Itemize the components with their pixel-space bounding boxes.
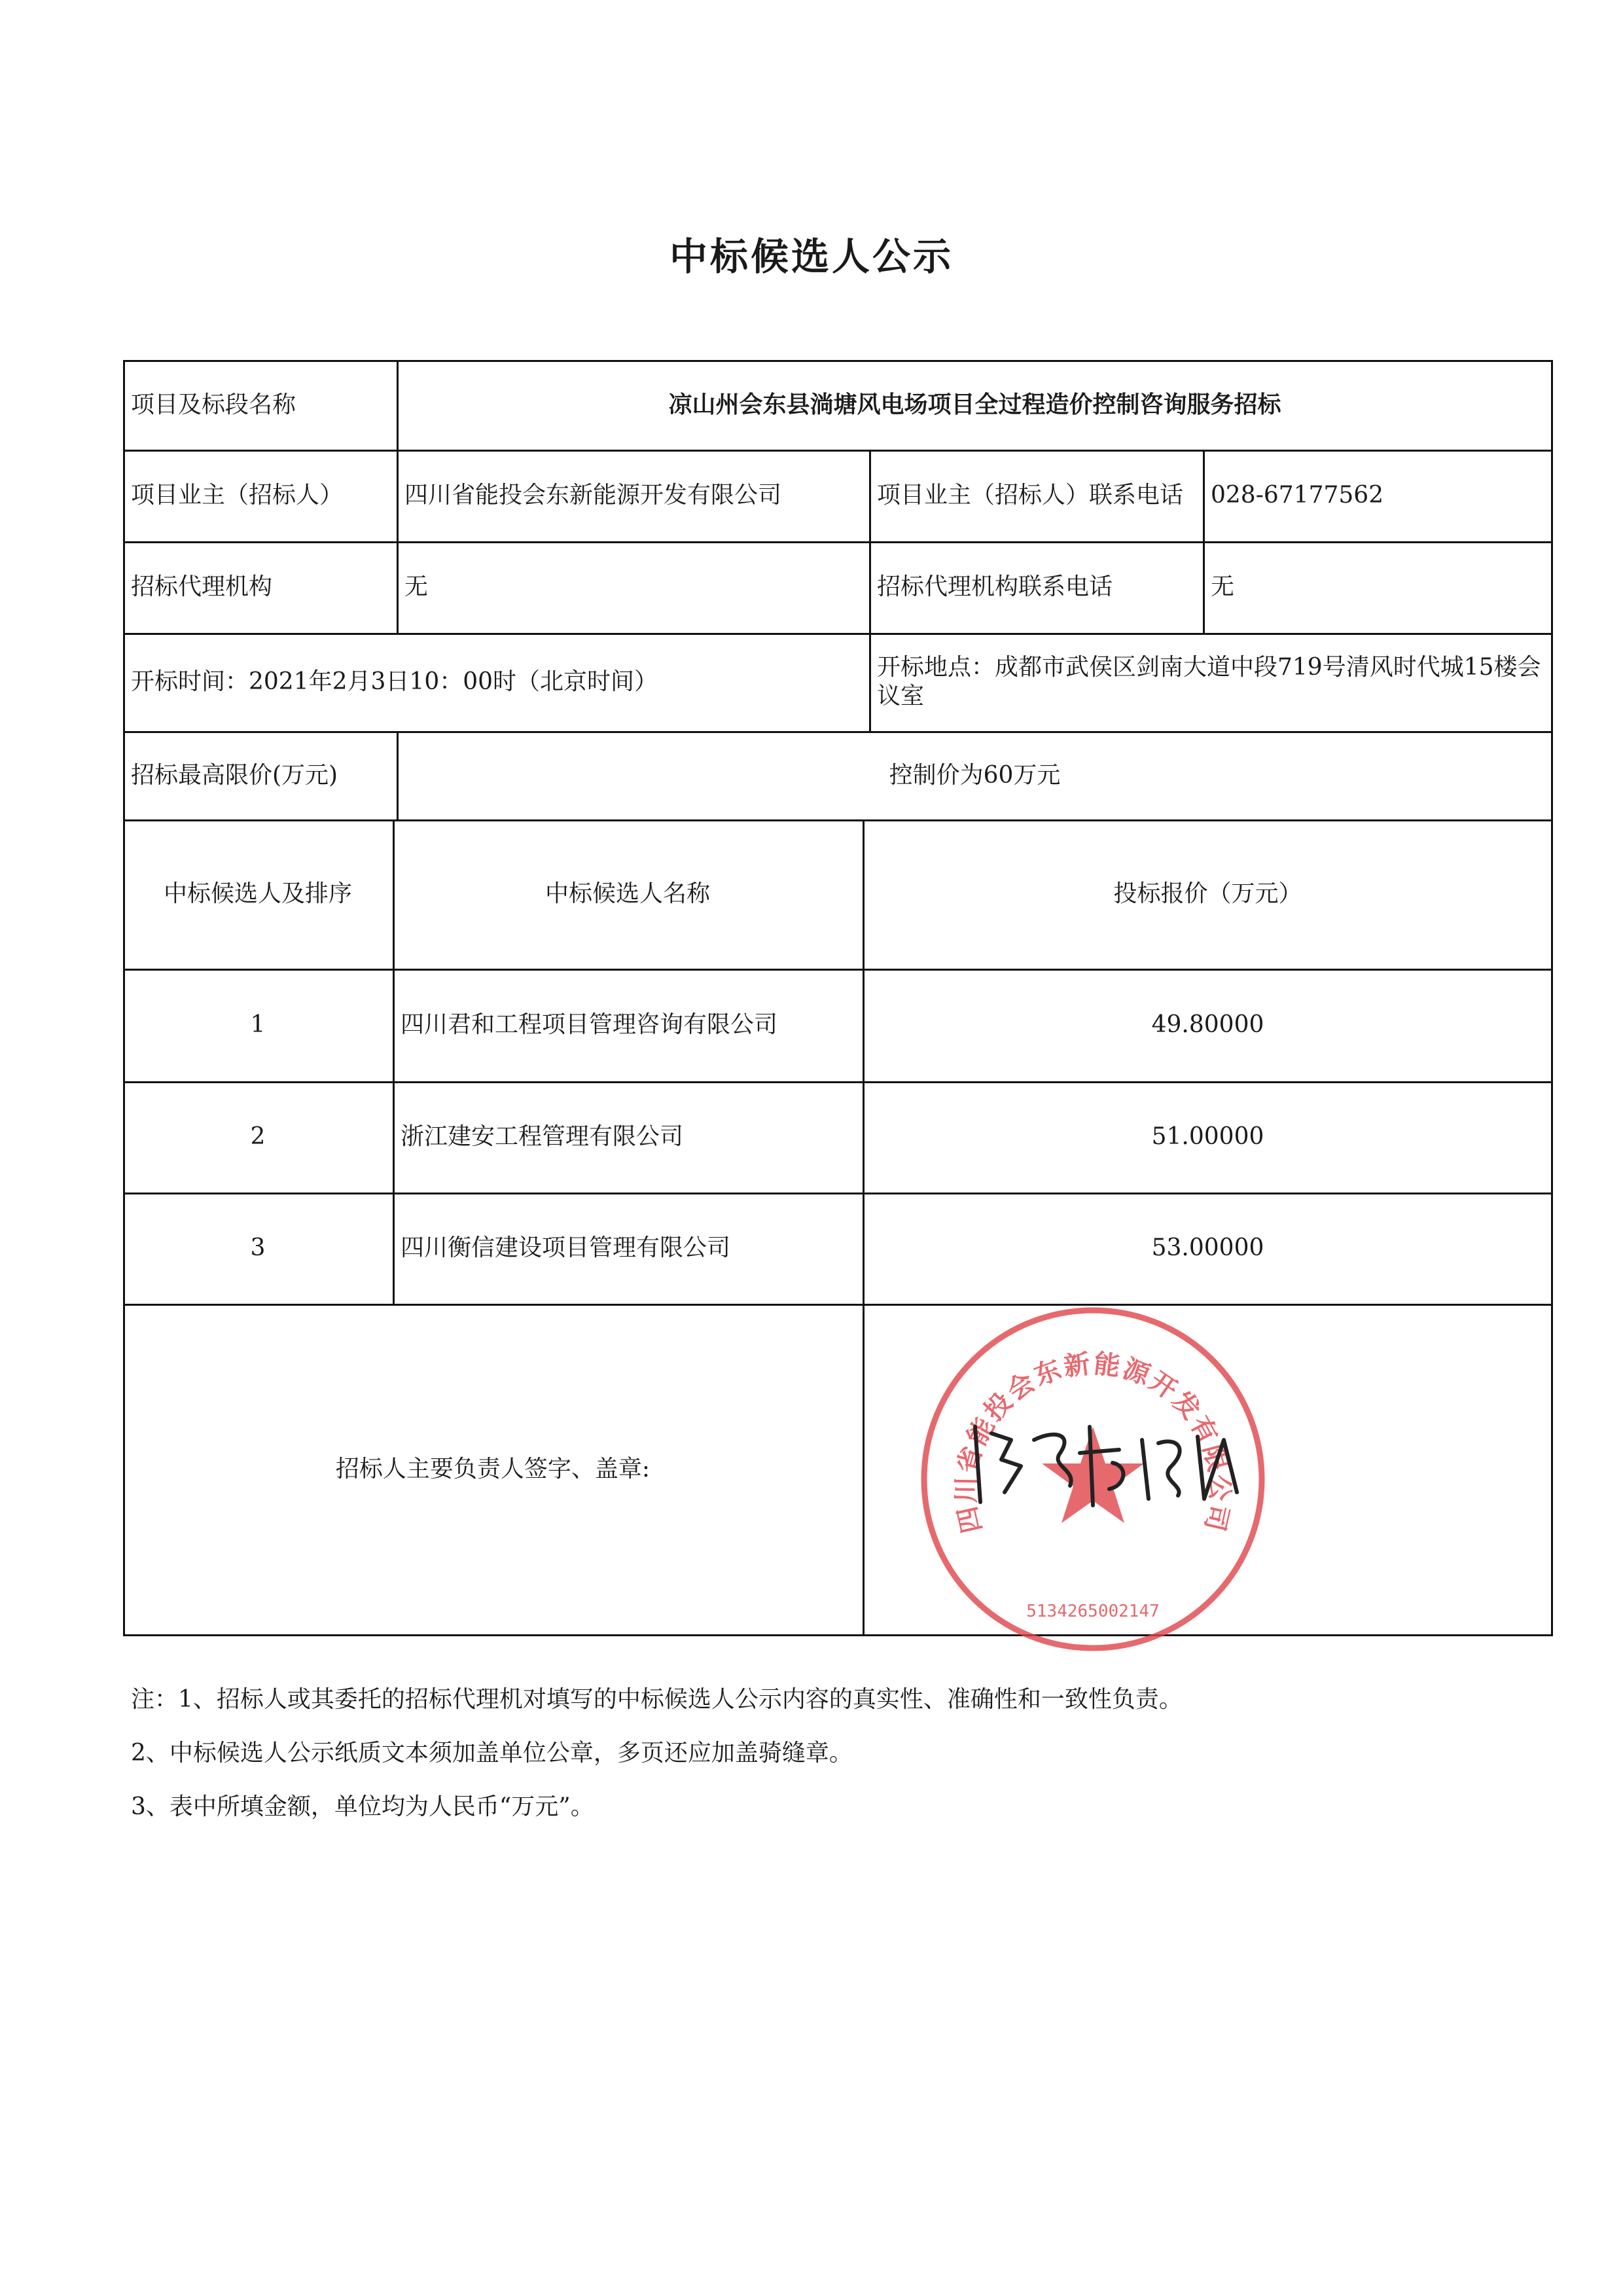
owner-value: 四川省能投会东新能源开发有限公司 [404, 482, 782, 509]
header-price: 投标报价（万元） [1113, 880, 1302, 907]
project-name-value: 凉山州会东县淌塘风电场项目全过程造价控制咨询服务招标 [668, 391, 1281, 418]
owner-label: 项目业主（招标人） [131, 482, 344, 509]
seal-text: 四川省能投会东新能源开发有限公司 [951, 1348, 1235, 1536]
signature-label: 招标人主要负责人签字、盖章: [335, 1455, 651, 1482]
agency-phone-value: 无 [1211, 573, 1235, 600]
owner-phone-value: 028-67177562 [1211, 482, 1384, 509]
candidate-rank: 2 [250, 1123, 266, 1150]
agency-label: 招标代理机构 [131, 573, 273, 600]
seal-number: 5134265002147 [1026, 1602, 1160, 1621]
owner-phone-label: 项目业主（招标人）联系电话 [877, 482, 1184, 509]
candidate-name: 浙江建安工程管理有限公司 [401, 1123, 684, 1150]
header-rank: 中标候选人及排序 [163, 880, 352, 907]
agency-value: 无 [404, 573, 429, 600]
handwritten-signature-icon [962, 1414, 1250, 1512]
candidate-name: 四川衡信建设项目管理有限公司 [401, 1234, 731, 1261]
page-title: 中标候选人公示 [669, 234, 954, 279]
open-place: 开标地点：成都市武侯区剑南大道中段719号清风时代城15楼会议室 [877, 654, 1541, 709]
note-3: 3、表中所填金额，单位均为人民币“万元”。 [131, 1793, 594, 1820]
note-1: 注：1、招标人或其委托的招标代理机对填写的中标候选人公示内容的真实性、准确性和一致性负责。 [131, 1686, 1183, 1713]
candidate-rank: 3 [250, 1234, 266, 1261]
notice-table [123, 360, 1553, 1636]
open-time: 开标时间：2021年2月3日10：00时（北京时间） [131, 668, 658, 695]
candidate-price: 53.00000 [1151, 1234, 1264, 1261]
candidate-rank: 1 [250, 1011, 266, 1038]
max-price-label: 招标最高限价(万元) [131, 761, 338, 789]
note-2: 2、中标候选人公示纸质文本须加盖单位公章，多页还应加盖骑缝章。 [131, 1740, 853, 1767]
candidate-price: 49.80000 [1151, 1011, 1264, 1038]
max-price-value: 控制价为60万元 [889, 761, 1061, 789]
agency-phone-label: 招标代理机构联系电话 [877, 573, 1113, 600]
candidate-price: 51.00000 [1151, 1123, 1264, 1150]
header-name: 中标候选人名称 [544, 880, 710, 907]
candidate-name: 四川君和工程项目管理咨询有限公司 [401, 1011, 778, 1038]
project-name-label: 项目及标段名称 [131, 391, 296, 418]
